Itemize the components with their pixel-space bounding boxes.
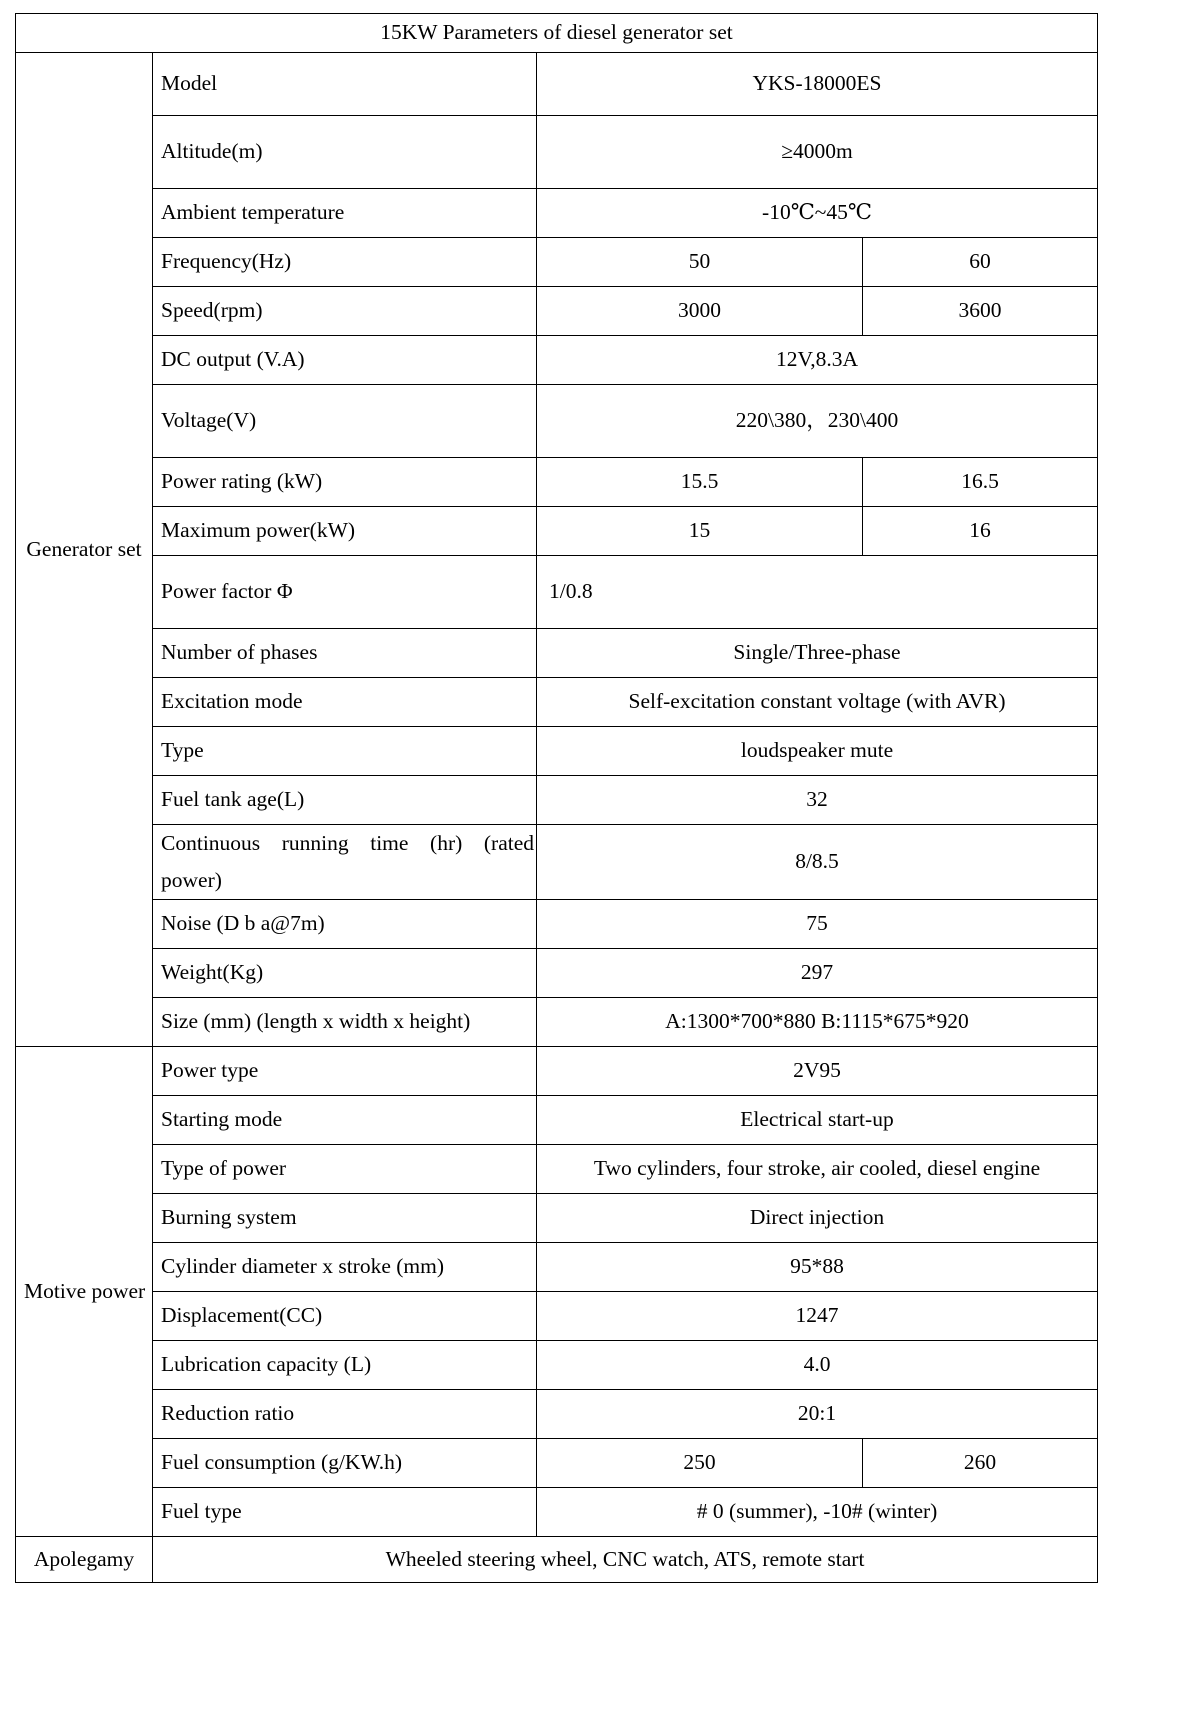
cell-label-maximum-power-kw: Maximum power(kW)	[153, 507, 537, 556]
cell-label-lubrication-capacity-l: Lubrication capacity (L)	[153, 1340, 537, 1389]
table-row	[16, 825, 1098, 900]
cell-label-starting-mode: Starting mode	[153, 1095, 537, 1144]
table-row	[16, 458, 1098, 507]
cell-value-excitation-mode: Self-excitation constant voltage (with AVR)	[537, 678, 1098, 727]
table-row	[16, 1046, 1098, 1095]
cell-value-power-factor: 1/0.8	[537, 556, 1098, 629]
cell-label-displacement-cc: Displacement(CC)	[153, 1291, 537, 1340]
spec-table-body	[16, 14, 1098, 1583]
cell-value-weight-kg: 297	[537, 948, 1098, 997]
cell-value-frequency-hz-60hz: 60	[863, 238, 1098, 287]
table-row	[16, 1242, 1098, 1291]
cell-value-voltage-v: 220\380，230\400	[537, 385, 1098, 458]
cell-value-speed-rpm-60hz: 3600	[863, 287, 1098, 336]
cell-label-reduction-ratio: Reduction ratio	[153, 1389, 537, 1438]
cell-label-type-of-power: Type of power	[153, 1144, 537, 1193]
cell-value-frequency-hz-50hz: 50	[537, 238, 863, 287]
cell-value-number-of-phases: Single/Three-phase	[537, 629, 1098, 678]
cell-label-dc-output-v-a: DC output (V.A)	[153, 336, 537, 385]
cell-label-voltage-v: Voltage(V)	[153, 385, 537, 458]
table-row	[16, 116, 1098, 189]
cell-value-fuel-tank-age-l: 32	[537, 776, 1098, 825]
table-row	[16, 1438, 1098, 1487]
cell-value-displacement-cc: 1247	[537, 1291, 1098, 1340]
table-row	[16, 997, 1098, 1046]
group-label-generator-set: Generator set	[16, 53, 153, 1047]
table-row	[16, 556, 1098, 629]
table-row	[16, 629, 1098, 678]
cell-value-maximum-power-kw-50hz: 15	[537, 507, 863, 556]
table-row	[16, 899, 1098, 948]
group-label-apolegamy: Apolegamy	[16, 1536, 153, 1582]
cell-label-speed-rpm: Speed(rpm)	[153, 287, 537, 336]
table-row	[16, 678, 1098, 727]
cell-value-burning-system: Direct injection	[537, 1193, 1098, 1242]
cell-value-cylinder-diameter-x-stroke-mm: 95*88	[537, 1242, 1098, 1291]
cell-label-continuous-running-time-hr-rated-power: Continuous running time (hr) (rated power)	[153, 825, 537, 900]
table-row	[16, 1291, 1098, 1340]
cell-value-type-of-power: Two cylinders, four stroke, air cooled, diesel engine	[537, 1144, 1098, 1193]
table-row	[16, 1144, 1098, 1193]
cell-value-reduction-ratio: 20:1	[537, 1389, 1098, 1438]
table-row	[16, 507, 1098, 556]
table-row	[16, 287, 1098, 336]
cell-label-power-type: Power type	[153, 1046, 537, 1095]
cell-value-altitude-m: ≥4000m	[537, 116, 1098, 189]
table-row	[16, 948, 1098, 997]
cell-label-burning-system: Burning system	[153, 1193, 537, 1242]
generator-spec-table	[15, 13, 1098, 1583]
table-row	[16, 53, 1098, 116]
cell-value-continuous-running-time-hr-rated-power: 8/8.5	[537, 825, 1098, 900]
cell-value-type: loudspeaker mute	[537, 727, 1098, 776]
cell-label-fuel-tank-age-l: Fuel tank age(L)	[153, 776, 537, 825]
table-title-row	[16, 14, 1098, 53]
cell-label-ambient-temperature: Ambient temperature	[153, 189, 537, 238]
cell-value-model: YKS-18000ES	[537, 53, 1098, 116]
cell-label-cylinder-diameter-x-stroke-mm: Cylinder diameter x stroke (mm)	[153, 1242, 537, 1291]
table-row	[16, 385, 1098, 458]
cell-label-power-factor: Power factor Φ	[153, 556, 537, 629]
cell-label-weight-kg: Weight(Kg)	[153, 948, 537, 997]
cell-label-number-of-phases: Number of phases	[153, 629, 537, 678]
cell-label-excitation-mode: Excitation mode	[153, 678, 537, 727]
table-row	[16, 1193, 1098, 1242]
table-row	[16, 1487, 1098, 1536]
cell-value-power-rating-kw-60hz: 16.5	[863, 458, 1098, 507]
cell-value-starting-mode: Electrical start-up	[537, 1095, 1098, 1144]
cell-value-noise-d-b-a-7m: 75	[537, 899, 1098, 948]
cell-value-size-mm-length-x-width-x-height: A:1300*700*880 B:1115*675*920	[537, 997, 1098, 1046]
cell-value-power-rating-kw-50hz: 15.5	[537, 458, 863, 507]
cell-label-model: Model	[153, 53, 537, 116]
cell-value-speed-rpm-50hz: 3000	[537, 287, 863, 336]
cell-value-fuel-type: # 0 (summer), -10# (winter)	[537, 1487, 1098, 1536]
cell-value-ambient-temperature: -10℃~45℃	[537, 189, 1098, 238]
table-title: 15KW Parameters of diesel generator set	[16, 14, 1098, 53]
table-row	[16, 189, 1098, 238]
cell-label-noise-d-b-a-7m: Noise (D b a@7m)	[153, 899, 537, 948]
table-row	[16, 336, 1098, 385]
group-label-motive-power: Motive power	[16, 1046, 153, 1536]
cell-label-fuel-type: Fuel type	[153, 1487, 537, 1536]
cell-value-apolegamy: Wheeled steering wheel, CNC watch, ATS, remote start	[153, 1536, 1098, 1582]
table-row	[16, 1095, 1098, 1144]
cell-value-dc-output-v-a: 12V,8.3A	[537, 336, 1098, 385]
cell-label-frequency-hz: Frequency(Hz)	[153, 238, 537, 287]
cell-value-lubrication-capacity-l: 4.0	[537, 1340, 1098, 1389]
spec-sheet-page	[0, 13, 1200, 1712]
cell-value-power-type: 2V95	[537, 1046, 1098, 1095]
table-row	[16, 1536, 1098, 1582]
table-row	[16, 1389, 1098, 1438]
cell-label-type: Type	[153, 727, 537, 776]
table-row	[16, 1340, 1098, 1389]
cell-label-fuel-consumption-g-kw-h: Fuel consumption (g/KW.h)	[153, 1438, 537, 1487]
table-row	[16, 727, 1098, 776]
table-row	[16, 776, 1098, 825]
cell-value-fuel-consumption-g-kw-h-60hz: 260	[863, 1438, 1098, 1487]
cell-label-power-rating-kw: Power rating (kW)	[153, 458, 537, 507]
cell-value-maximum-power-kw-60hz: 16	[863, 507, 1098, 556]
cell-label-altitude-m: Altitude(m)	[153, 116, 537, 189]
cell-value-fuel-consumption-g-kw-h-50hz: 250	[537, 1438, 863, 1487]
table-row	[16, 238, 1098, 287]
cell-label-size-mm-length-x-width-x-height: Size (mm) (length x width x height)	[153, 997, 537, 1046]
